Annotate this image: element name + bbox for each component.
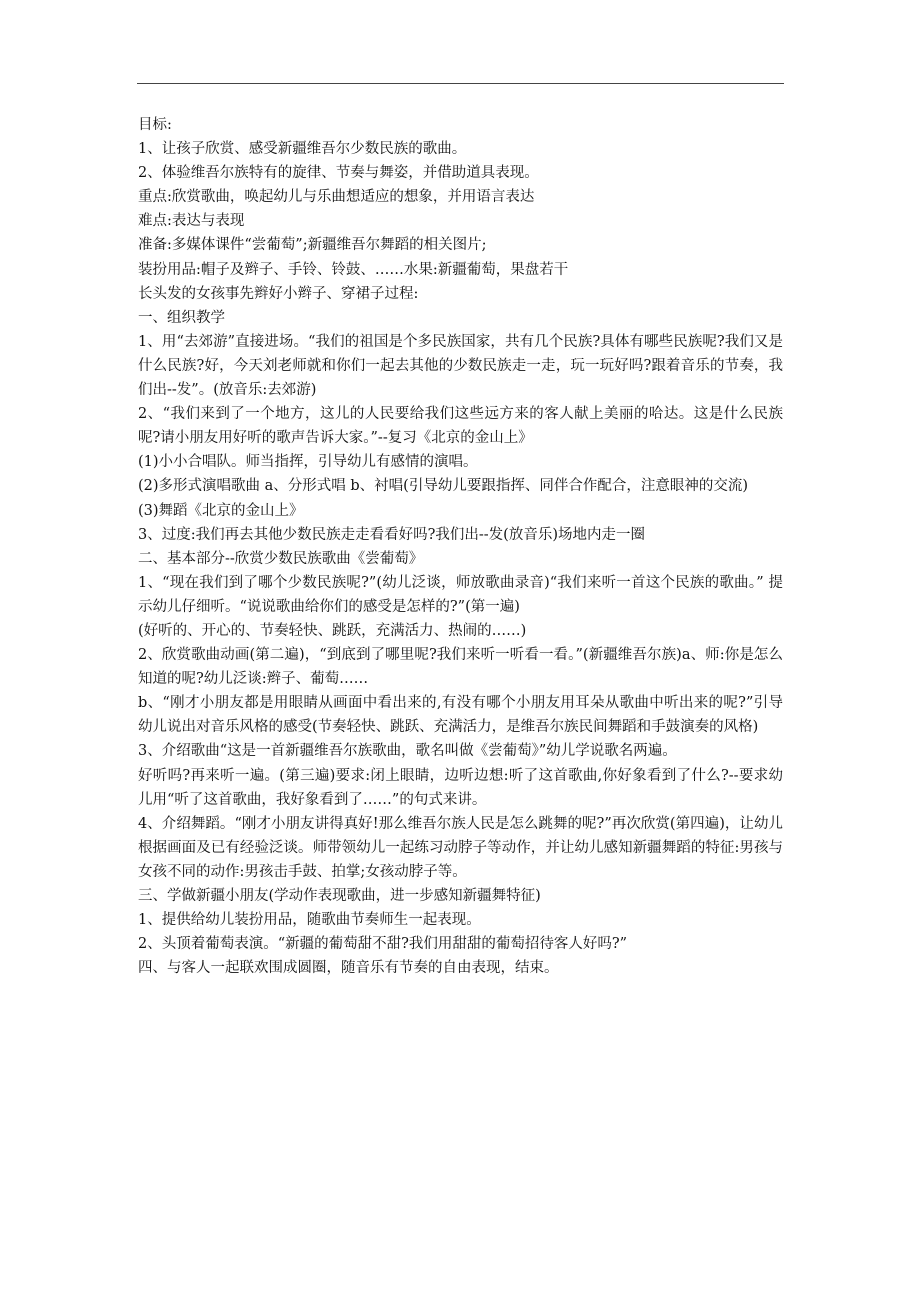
header-rule xyxy=(137,83,784,84)
document-body xyxy=(138,113,783,980)
section-2-heading: 二、基本部分--欣赏少数民族歌曲《尝葡萄》 xyxy=(138,550,424,567)
section-2-item-1-feelings: (好听的、开心的、节奏轻快、跳跃，充满活力、热闹的……) xyxy=(138,622,527,639)
section-1-item-2: 2、“我们来到了一个地方，这儿的人民要给我们这些远方来的客人献上美丽的哈达。这是什么民族呢?请小朋友用好听的歌声告诉大家。”--复习《北京的金山上》 xyxy=(138,406,783,447)
difficult-point: 难点:表达与表现 xyxy=(138,213,245,230)
section-1-item-3: 3、过度:我们再去其他少数民族走走看看好吗?我们出--发(放音乐)场地内走一圈 xyxy=(138,526,645,543)
section-1-item-1: 1、用“去郊游”直接进场。“我们的祖国是个多民族国家，共有几个民族?具体有哪些民族呢?我们又是什么民族?好，今天刘老师就和你们一起去其他的少数民族走一走，玩一玩好吗?跟着音乐的节奏，我们出--发”。(放音乐:去郊游) xyxy=(138,333,783,399)
goal-item-2: 2、体验维吾尔族特有的旋律、节奏与舞姿，并借助道具表现。 xyxy=(138,165,539,182)
section-1-heading: 一、组织教学 xyxy=(138,309,225,326)
section-1-sub-2: (2)多形式演唱歌曲 a、分形式唱 b、衬唱(引导幼儿要跟指挥、同伴合作配合，注意眼神的交流) xyxy=(138,478,748,495)
section-1-sub-3: (3)舞蹈《北京的金山上》 xyxy=(138,502,304,519)
goal-heading: 目标: xyxy=(138,117,172,133)
section-3-item-1: 1、提供给幼儿装扮用品，随歌曲节奏师生一起表现。 xyxy=(138,912,481,929)
preparation: 准备:多媒体课件“尝葡萄”;新疆维吾尔舞蹈的相关图片; xyxy=(138,237,487,254)
section-3-heading: 三、学做新疆小朋友(学动作表现歌曲，进一步感知新疆舞特征) xyxy=(138,888,541,904)
section-2-item-3-cont: 好听吗?再来听一遍。(第三遍)要求:闭上眼睛，边听边想:听了这首歌曲,你好象看到了什么?--要求幼儿用“听了这首歌曲，我好象看到了……”的句式来讲。 xyxy=(138,767,783,808)
goal-item-1: 1、让孩子欣赏、感受新疆维吾尔少数民族的歌曲。 xyxy=(138,141,467,158)
section-1-sub-1: (1)小小合唱队。师当指挥，引导幼儿有感情的演唱。 xyxy=(138,454,478,471)
section-2-item-3: 3、介绍歌曲“这是一首新疆维吾尔族歌曲，歌名叫做《尝葡萄》”幼儿学说歌名两遍。 xyxy=(138,743,677,760)
girls-prep-process: 长头发的女孩事先辫好小辫子、穿裙子过程: xyxy=(138,285,419,302)
section-2-item-2-b: b、“刚才小朋友都是用眼睛从画面中看出来的,有没有哪个小朋友用耳朵从歌曲中听出来的呢?”引导幼儿说出对音乐风格的感受(节奏轻快、跳跃、充满活力，是维吾尔族民间舞蹈和手鼓演奏的风格) xyxy=(138,695,783,736)
section-4-heading: 四、与客人一起联欢围成圆圈，随音乐有节奏的自由表现，结束。 xyxy=(138,960,559,977)
key-point: 重点:欣赏歌曲，唤起幼儿与乐曲想适应的想象，并用语言表达 xyxy=(138,189,535,206)
props-list: 装扮用品:帽子及辫子、手铃、铃鼓、……水果:新疆葡萄，果盘若干 xyxy=(138,261,569,278)
section-2-item-4: 4、介绍舞蹈。“刚才小朋友讲得真好!那么维吾尔族人民是怎么跳舞的呢?”再次欣赏(第四遍)，让幼儿根据画面及已有经验泛谈。师带领幼儿一起练习动脖子等动作，并让幼儿感知新疆舞蹈的特征:男孩与女孩不同的动作:男孩击手鼓、拍掌;女孩动脖子等。 xyxy=(138,815,783,880)
section-3-item-2: 2、头顶着葡萄表演。“新疆的葡萄甜不甜?我们用甜甜的葡萄招待客人好吗?” xyxy=(138,936,628,953)
section-2-item-1: 1、“现在我们到了哪个少数民族呢?”(幼儿泛谈，师放歌曲录音)“我们来听一首这个民族的歌曲。” 提示幼儿仔细听。“说说歌曲给你们的感受是怎样的?”(第一遍) xyxy=(138,574,783,615)
section-2-item-2: 2、欣赏歌曲动画(第二遍)，“到底到了哪里呢?我们来听一听看一看。”(新疆维吾尔族)a、师:你是怎么知道的呢?幼儿泛谈:辫子、葡萄…… xyxy=(138,647,783,688)
